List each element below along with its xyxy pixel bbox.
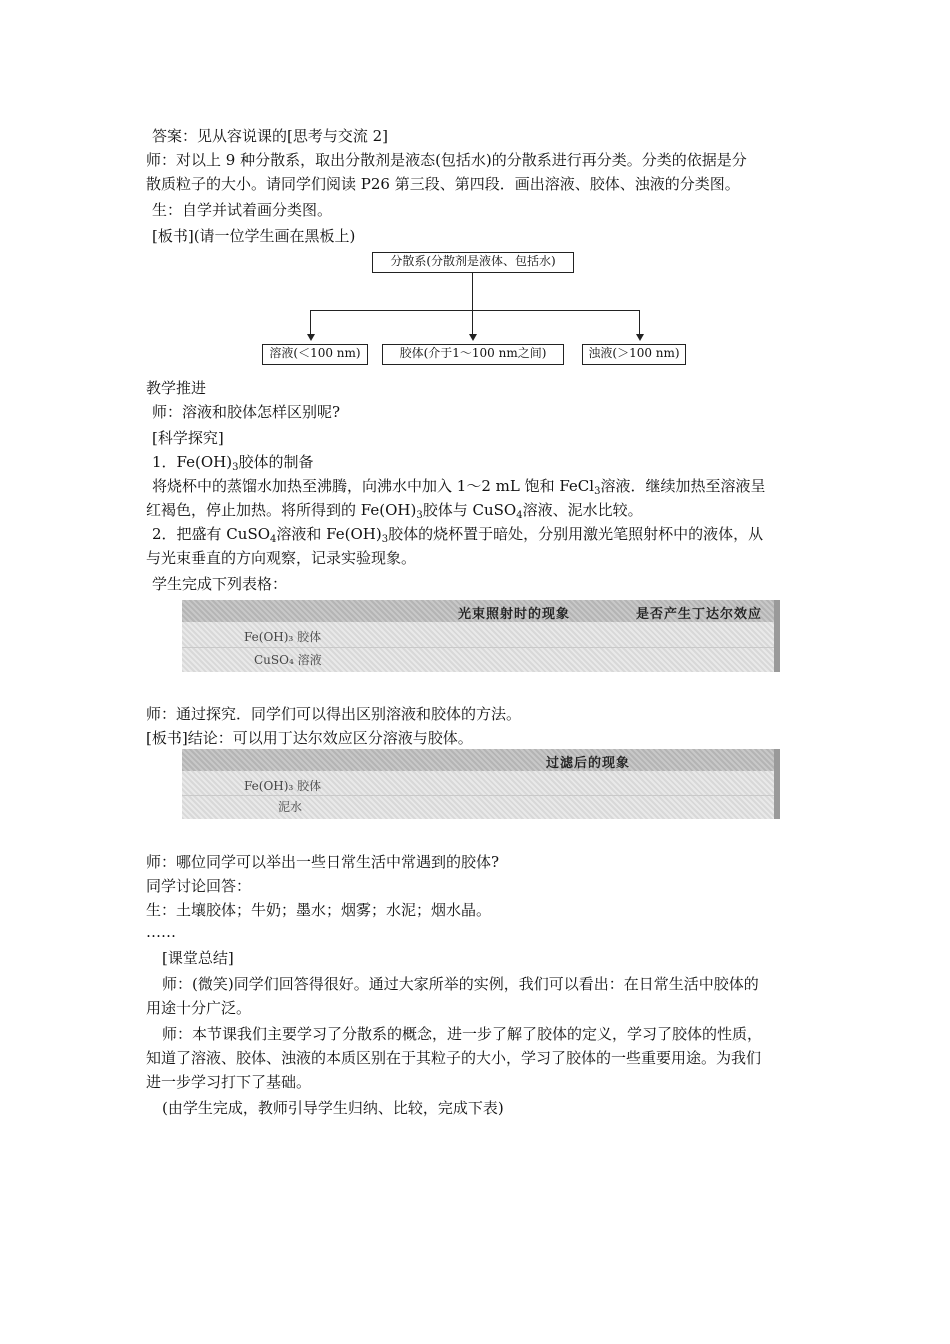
- diagram-suspension-box: 浊液(＞100 nm): [582, 344, 686, 365]
- filter-table: [182, 749, 780, 819]
- tyndall-row-solution: CuSO₄ 溶液: [254, 653, 322, 667]
- teacher-line-classify-2: 散质粒子的大小。请同学们阅读 P26 第三段、第四段．画出溶液、胶体、浊液的分类图。: [146, 175, 740, 193]
- summary-line-5: 进一步学习打下了基础。: [146, 1073, 312, 1091]
- summary-line-6: (由学生完成，教师引导学生归纳、比较，完成下表): [162, 1099, 504, 1117]
- filter-row-muddy-water: 泥水: [278, 800, 303, 814]
- ellipsis-line: ……: [146, 923, 176, 941]
- section-heading-teaching: 教学推进: [146, 379, 207, 397]
- teacher-question-line: 师：溶液和胶体怎样区别呢?: [152, 403, 341, 421]
- tyndall-table: [182, 600, 780, 672]
- teacher-conclusion-line: 师：通过探究．同学们可以得出区别溶液和胶体的方法。: [146, 705, 522, 723]
- step-1-title: 1．$Fe(OH)_3$胶体的制备: [152, 453, 314, 473]
- teacher-examples-question: 师：哪位同学可以举出一些日常生活中常遇到的胶体?: [146, 853, 500, 871]
- step-1-text-2: 红褐色，停止加热。将所得到的 $Fe(OH)_3$胶体与 CuSO$_4$溶液、泥水比较。: [146, 501, 643, 521]
- filter-header-phenomenon: 过滤后的现象: [546, 756, 631, 771]
- arrow-down-icon: [636, 334, 644, 341]
- summary-line-1: 师：(微笑)同学们回答得很好。通过大家所举的实例，我们可以看出：在日常生活中胶体的: [162, 975, 759, 993]
- diagram-trunk-line: [472, 273, 473, 310]
- student-table-line: 学生完成下列表格：: [152, 575, 288, 593]
- filter-table-header: [182, 749, 780, 771]
- summary-line-3: 师：本节课我们主要学习了分散系的概念，进一步了解了胶体的定义，学习了胶体的性质，: [162, 1025, 763, 1043]
- diagram-root-box: 分散系(分散剂是液体、包括水): [372, 252, 574, 273]
- summary-line-2: 用途十分广泛。: [146, 999, 252, 1017]
- student-line-draw: 生：自学并试着画分类图。: [152, 201, 333, 219]
- filter-row-divider: [182, 795, 780, 796]
- step-1-text-1: 将烧杯中的蒸馏水加热至沸腾，向沸水中加入 1～2 mL 饱和 FeCl$_3$溶液．继续加热至溶液呈: [152, 477, 766, 497]
- tyndall-row-colloid: Fe(OH)₃ 胶体: [244, 630, 322, 644]
- tyndall-header-effect: 是否产生丁达尔效应: [636, 607, 763, 622]
- scan-edge: [774, 749, 780, 819]
- diagram-solution-box: 溶液(＜100 nm): [262, 344, 368, 365]
- discussion-line: 同学讨论回答：: [146, 877, 252, 895]
- diagram-colloid-box: 胶体(介于1～100 nm之间): [382, 344, 564, 365]
- summary-line-4: 知道了溶液、胶体、浊液的本质区别在于其粒子的大小，学习了胶体的一些重要用途。为我们: [146, 1049, 762, 1067]
- board-note-line: [板书](请一位学生画在黑板上): [152, 227, 356, 245]
- diagram-middle-stem: [472, 310, 473, 334]
- tyndall-row-divider: [182, 647, 780, 648]
- arrow-down-icon: [307, 334, 315, 341]
- classification-diagram: [258, 252, 690, 370]
- teacher-line-classify-1: 师：对以上 9 种分散系，取出分散剂是液态(包括水)的分散系进行再分类。分类的依据是分: [146, 151, 747, 169]
- diagram-branch-line: [310, 310, 640, 311]
- diagram-left-stem: [310, 310, 311, 334]
- scan-edge: [774, 600, 780, 672]
- science-inquiry-label: [科学探究]: [152, 429, 224, 447]
- step-2-text-2: 与光束垂直的方向观察，记录实验现象。: [146, 549, 417, 567]
- student-examples-line: 生：土壤胶体；牛奶；墨水；烟雾；水泥；烟水晶。: [146, 901, 492, 919]
- step-2-text-1: 2．把盛有 CuSO$_4$溶液和 $Fe(OH)_3$胶体的烧杯置于暗处，分别用激光笔照射杯中的液体，从: [152, 525, 764, 545]
- filter-row-colloid: Fe(OH)₃ 胶体: [244, 779, 322, 793]
- answer-line: 答案：见从容说课的[思考与交流 2]: [152, 127, 389, 145]
- tyndall-header-phenomenon: 光束照射时的现象: [458, 607, 571, 622]
- diagram-right-stem: [639, 310, 640, 334]
- lesson-summary-label: [课堂总结]: [162, 949, 234, 967]
- arrow-down-icon: [469, 334, 477, 341]
- board-conclusion-line: [板书]结论：可以用丁达尔效应区分溶液与胶体。: [146, 729, 473, 747]
